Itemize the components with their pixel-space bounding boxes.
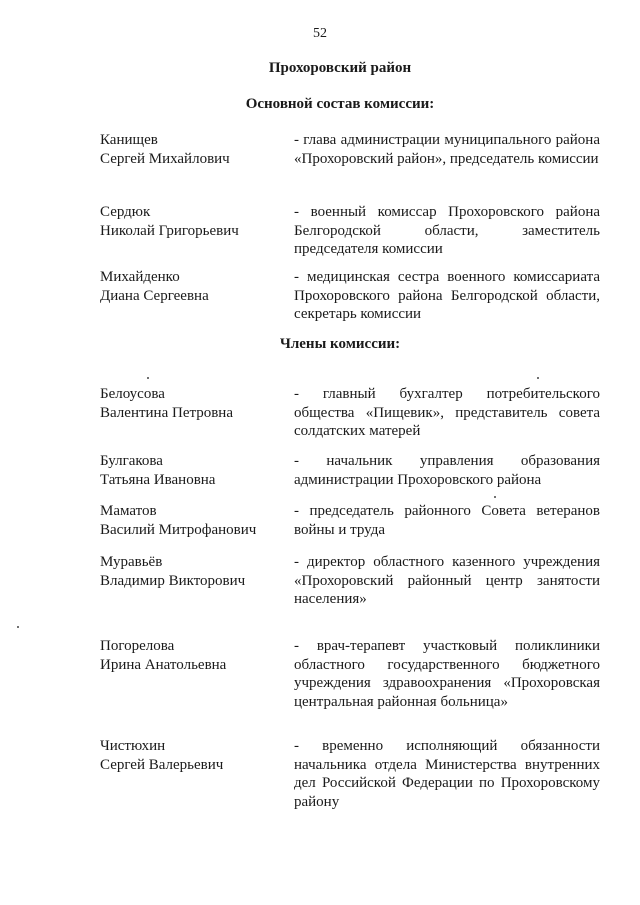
member-role: - председатель районного Совета ветеранов войны и труда [294,503,600,538]
scan-speck [147,377,149,379]
member-surname: Маматов [100,503,157,519]
member-given-names: Василий Митрофанович [100,521,257,538]
member-surname: Сердюк [100,204,151,220]
member-name [100,203,285,240]
member-name [100,502,285,539]
member-given-names: Сергей Валерьевич [100,756,224,773]
member-role: - временно исполняющий обязанности начальника отдела Министерства внутренних дел Российской Федерации по Прохоровскому району [294,738,600,810]
member-given-names: Сергей Михайлович [100,150,230,167]
member-given-names: Татьяна Ивановна [100,471,216,488]
district-title: Прохоровский район [268,60,412,76]
main-section-title: Основной состав комиссии: [245,96,435,112]
member-role: - начальник управления образования администрации Прохоровского района [294,453,600,488]
member-name [100,637,285,674]
scan-speck [537,377,539,379]
member-role: - военный комиссар Прохоровского района Белгородской области, заместитель председателя комиссии [294,204,600,257]
member-name [100,553,285,590]
member-surname: Чистюхин [100,738,166,754]
member-name [100,131,285,168]
member-given-names: Диана Сергеевна [100,287,209,304]
member-name [100,452,285,489]
member-name [100,385,285,422]
members-section-title: Члены комиссии: [279,336,401,352]
member-role: - врач-терапевт участковый поликлиники областного государственного бюджетного учреждения здравоохранения «Прохоровская центральная районная больница» [294,638,600,710]
member-role: - медицинская сестра военного комиссариата Прохоровского района Белгородской области, секретарь комиссии [294,269,600,322]
member-surname: Муравьёв [100,554,163,570]
scan-speck [494,496,496,498]
page-number: 52 [313,26,327,41]
member-given-names: Ирина Анатольевна [100,656,227,673]
member-name [100,268,285,305]
scan-speck [17,626,19,628]
member-name [100,737,285,774]
member-surname: Белоусова [100,386,165,402]
member-surname: Булгакова [100,453,163,469]
member-given-names: Владимир Викторович [100,572,246,589]
member-surname: Канищев [100,132,158,148]
member-surname: Погорелова [100,638,175,654]
member-role: - главный бухгалтер потребительского общества «Пищевик», представитель совета солдатских матерей [294,386,600,439]
member-role: - глава администрации муниципального района «Прохоровский район», председатель комиссии [294,132,600,167]
member-surname: Михайденко [100,269,180,285]
member-role: - директор областного казенного учреждения «Прохоровский районный центр занятости населения» [294,554,600,607]
member-given-names: Николай Григорьевич [100,222,239,239]
member-given-names: Валентина Петровна [100,404,233,421]
